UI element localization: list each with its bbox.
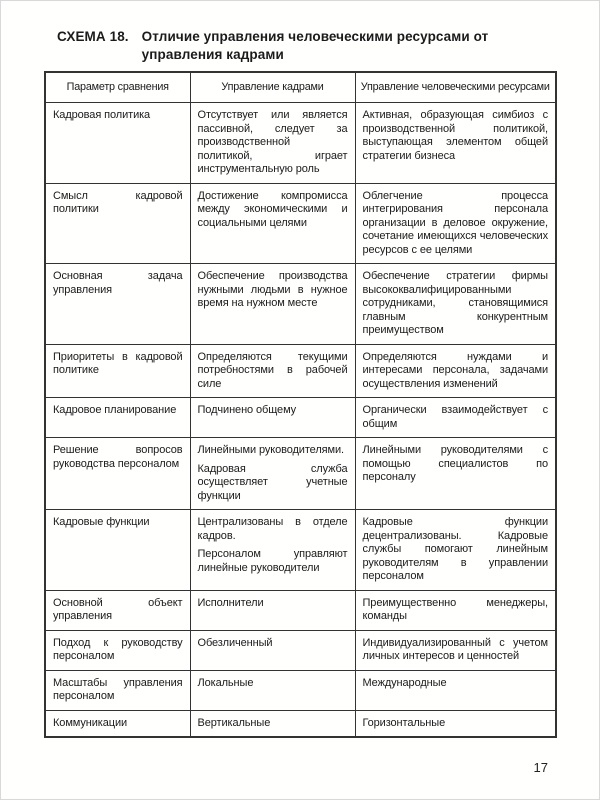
personnel-management-cell: Централизованы в отделе кадров. Персоналом управляют линейные руководители	[190, 510, 355, 591]
parameter-cell: Основная задача управления	[45, 264, 190, 345]
personnel-management-cell: Вертикальные	[190, 710, 355, 737]
personnel-management-cell: Обеспечение производства нужными людьми в нужное время на нужном месте	[190, 264, 355, 345]
table-row	[45, 710, 556, 737]
comparison-table	[44, 71, 557, 738]
hr-management-cell: Горизонтальные	[355, 710, 556, 737]
parameter-cell: Подход к руководству персоналом	[45, 630, 190, 670]
parameter-cell: Кадровые функции	[45, 510, 190, 591]
page-number: 17	[533, 760, 548, 775]
personnel-management-cell: Обезличенный	[190, 630, 355, 670]
table-row	[45, 630, 556, 670]
personnel-management-cell: Определяются текущими потребностями в рабочей силе	[190, 344, 355, 398]
personnel-management-cell: Локальные	[190, 670, 355, 710]
personnel-management-cell: Подчинено общему	[190, 398, 355, 438]
parameter-cell: Масштабы управления персоналом	[45, 670, 190, 710]
table-row	[45, 344, 556, 398]
column-header-parameter: Параметр сравнения	[45, 72, 190, 103]
hr-management-cell: Преимущественно менеджеры, команды	[355, 590, 556, 630]
parameter-cell: Смысл кадровой политики	[45, 183, 190, 264]
table-row	[45, 590, 556, 630]
parameter-cell: Основной объект управления	[45, 590, 190, 630]
table-row	[45, 103, 556, 184]
hr-management-cell: Облегчение процесса интегрирования персонала организации в деловое окружение, сочетание имеющихся человеческих ресурсов с ее целями	[355, 183, 556, 264]
table-row	[45, 398, 556, 438]
hr-management-cell: Обеспечение стратегии фирмы высококвалифицированными сотрудниками, становящимися главным конкурентным преимуществом	[355, 264, 556, 345]
hr-management-cell: Индивидуализированный с учетом личных интересов и ценностей	[355, 630, 556, 670]
hr-management-cell: Линейными руководителями с помощью специалистов по персоналу	[355, 438, 556, 510]
parameter-cell: Решение вопросов руководства персоналом	[45, 438, 190, 510]
personnel-management-cell: Линейными руководителями. Кадровая служба осуществляет учетные функции	[190, 438, 355, 510]
parameter-cell: Кадровое планирование	[45, 398, 190, 438]
parameter-cell: Приоритеты в кадровой политике	[45, 344, 190, 398]
hr-management-cell: Международные	[355, 670, 556, 710]
personnel-management-cell: Отсутствует или является пассивной, следует за производственной политикой, играет инструментальную роль	[190, 103, 355, 184]
schema-title-text: Отличие управления человеческими ресурсами от управления кадрами	[141, 29, 489, 62]
column-header-personnel-management: Управление кадрами	[190, 72, 355, 103]
hr-management-cell: Активная, образующая симбиоз с производственной политикой, выступающая элементом общей стратегии бизнеса	[355, 103, 556, 184]
header-row	[45, 72, 556, 103]
schema-title	[44, 28, 556, 64]
parameter-cell: Кадровая политика	[45, 103, 190, 184]
schema-title-number: СХЕМА 18.	[57, 29, 129, 44]
table-row	[45, 438, 556, 510]
hr-management-cell: Органически взаимодействует с общим	[355, 398, 556, 438]
hr-management-cell: Определяются нуждами и интересами персонала, задачами осуществления изменений	[355, 344, 556, 398]
hr-management-cell: Кадровые функции децентрализованы. Кадровые службы помогают линейным руководителям в управлении персоналом	[355, 510, 556, 591]
personnel-management-cell: Достижение компромисса между экономическими и социальными целями	[190, 183, 355, 264]
table-row	[45, 183, 556, 264]
personnel-management-cell: Исполнители	[190, 590, 355, 630]
table-row	[45, 264, 556, 345]
table-row	[45, 510, 556, 591]
parameter-cell: Коммуникации	[45, 710, 190, 737]
column-header-hr-management: Управление человеческими ресурсами	[355, 72, 556, 103]
table-row	[45, 670, 556, 710]
